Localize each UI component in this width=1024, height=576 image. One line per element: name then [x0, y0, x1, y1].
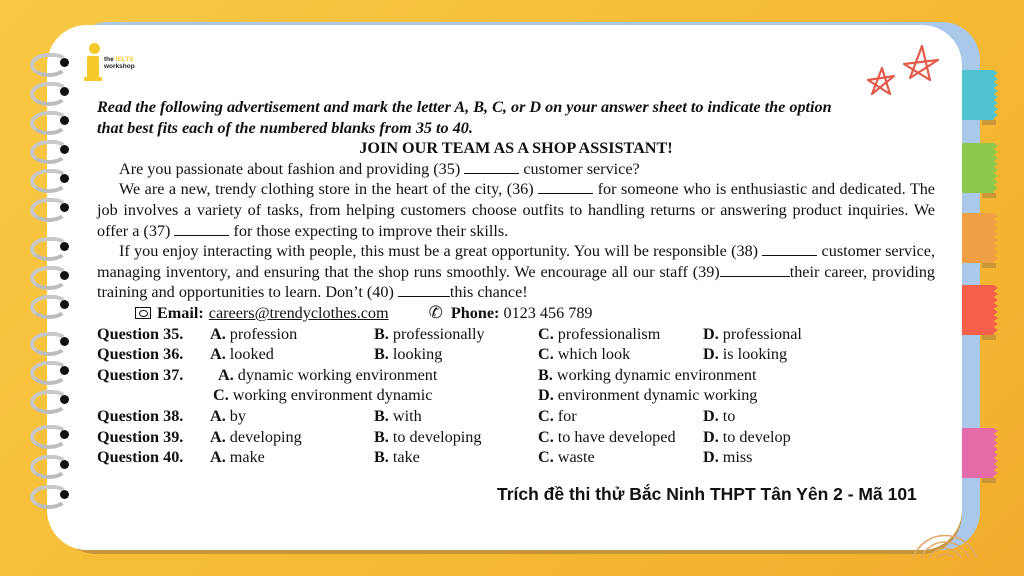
question-label: Question 38. — [97, 406, 184, 425]
side-tab-fold — [982, 478, 996, 483]
option-b[interactable] — [538, 365, 757, 386]
side-tab-green — [962, 143, 998, 193]
option-text: to developing — [388, 427, 482, 446]
option-d[interactable] — [703, 427, 791, 448]
option-letter: B. — [538, 365, 553, 384]
question-39 — [97, 427, 935, 448]
instruction — [97, 97, 935, 138]
email-link[interactable]: careers@trendyclothes.com — [208, 303, 389, 322]
spiral-ring-icon — [30, 485, 70, 507]
question-label: Question 39. — [97, 427, 184, 446]
option-b[interactable] — [374, 427, 481, 448]
logo-text — [104, 56, 135, 70]
spiral-ring-icon — [30, 169, 70, 191]
question-35 — [97, 324, 935, 345]
option-text: profession — [225, 324, 298, 343]
option-letter: D. — [703, 448, 719, 467]
spiral-ring-icon — [30, 198, 70, 220]
option-d[interactable] — [703, 406, 735, 427]
option-d[interactable] — [703, 344, 787, 365]
logo-the: the — [104, 56, 116, 63]
option-text: make — [225, 448, 265, 467]
ielts-workshop-logo — [84, 43, 144, 83]
option-letter: B. — [374, 406, 389, 425]
option-letter: A. — [210, 448, 226, 467]
option-text: take — [388, 448, 420, 467]
option-letter: C. — [538, 448, 554, 467]
passage-text: for those expecting to improve their skills. — [229, 221, 509, 240]
question-37 — [97, 365, 935, 386]
phone-number: 0123 456 789 — [503, 303, 593, 322]
option-c[interactable] — [538, 406, 577, 427]
option-letter: C. — [538, 406, 554, 425]
option-a[interactable] — [210, 406, 246, 427]
phone-icon: ✆ — [428, 302, 443, 322]
question-label: Question 36. — [97, 345, 184, 364]
passage-text: their career, providing training and opportunities to learn. Don’t (40) — [97, 262, 936, 302]
blank-37 — [174, 222, 229, 236]
email-label: Email: — [157, 303, 204, 322]
question-40 — [97, 447, 935, 468]
option-text: professional — [718, 324, 802, 343]
option-b[interactable] — [374, 406, 422, 427]
option-a[interactable] — [210, 447, 265, 468]
option-d[interactable] — [703, 324, 802, 345]
option-text: is looking — [718, 345, 788, 364]
option-letter: D. — [703, 324, 719, 343]
blank-35 — [464, 160, 519, 174]
option-letter: D. — [703, 345, 719, 364]
option-a[interactable] — [218, 365, 437, 386]
mail-icon — [135, 307, 151, 319]
phone-block — [429, 303, 593, 324]
logo-workshop: workshop — [104, 63, 135, 70]
option-letter: B. — [374, 324, 389, 343]
question-label: Question 37. — [97, 365, 184, 384]
option-text: professionalism — [553, 324, 661, 343]
passage-text: customer service, managing inventory, and ensuring that the shop runs smoothly. We encourage all our staff (39) — [97, 242, 936, 281]
spiral-ring-icon — [30, 361, 70, 383]
option-text: by — [225, 406, 246, 425]
passage-text: If you enjoy interacting with people, this must be a great opportunity. You will be responsible (38) — [119, 242, 763, 261]
option-text: with — [388, 406, 422, 425]
option-letter: A. — [210, 345, 226, 364]
option-text: which look — [553, 345, 631, 364]
option-letter: C. — [538, 324, 554, 343]
logo-i-foot — [84, 77, 102, 81]
spiral-ring-icon — [30, 266, 70, 288]
option-letter: A. — [210, 427, 226, 446]
option-b[interactable] — [374, 344, 442, 365]
option-text: working dynamic environment — [552, 365, 757, 384]
advertisement-title: JOIN OUR TEAM AS A SHOP ASSISTANT! — [359, 139, 673, 158]
option-c[interactable] — [538, 324, 660, 345]
passage-text: customer service? — [519, 159, 640, 178]
option-d[interactable] — [538, 385, 757, 406]
question-36 — [97, 344, 935, 365]
spiral-ring-icon — [30, 425, 70, 447]
blank-40 — [398, 283, 450, 297]
passage-text: We are a new, trendy clothing store in the heart of the city, (36) — [119, 180, 539, 199]
option-letter: D. — [538, 386, 554, 405]
spiral-ring-icon — [30, 237, 70, 259]
option-text: waste — [553, 448, 595, 467]
spiral-binding — [0, 0, 100, 576]
side-tab-fold — [982, 335, 996, 340]
source-caption: Trích đề thi thử Bắc Ninh THPT Tân Yên 2 - Mã 101 — [497, 484, 917, 504]
spiral-ring-icon — [30, 390, 70, 412]
option-c[interactable] — [213, 385, 432, 406]
option-letter: B. — [374, 427, 389, 446]
decorative-arcs-icon — [905, 510, 985, 560]
option-letter: B. — [374, 345, 389, 364]
option-text: developing — [225, 427, 302, 446]
phone-label: Phone: — [450, 303, 500, 322]
option-b[interactable] — [374, 324, 485, 345]
logo-brand: IELTS — [115, 56, 134, 63]
option-letter: C. — [538, 345, 554, 364]
option-text: miss — [718, 448, 753, 467]
spiral-ring-icon — [30, 140, 70, 162]
side-tab-fold — [982, 120, 996, 125]
option-letter: C. — [538, 427, 554, 446]
passage-text: this chance! — [449, 283, 528, 302]
instruction-line-1: Read the following advertisement and mark the letter A, B, C, or D on your answer sheet to indicate the option — [97, 98, 832, 116]
option-c[interactable] — [538, 447, 595, 468]
logo-i-icon — [89, 43, 100, 54]
option-letter: D. — [703, 427, 719, 446]
option-letter: A. — [210, 406, 226, 425]
option-text: to have developed — [553, 427, 676, 446]
option-letter: A. — [218, 365, 234, 384]
option-text: for — [553, 406, 577, 425]
option-a[interactable] — [210, 324, 297, 345]
stars-icon — [860, 40, 950, 100]
side-tab-fold — [982, 193, 996, 198]
option-text: environment dynamic working — [553, 386, 758, 405]
question-37-row-2 — [97, 385, 935, 406]
spiral-ring-icon — [30, 455, 70, 477]
side-tab-orange — [962, 213, 998, 263]
passage-paragraph-3 — [97, 241, 935, 303]
option-letter: D. — [703, 406, 719, 425]
side-tab-pink — [962, 428, 998, 478]
option-letter: C. — [213, 386, 229, 405]
instruction-line-2: that best fits each of the numbered blanks from 35 to 40. — [97, 118, 473, 137]
option-b[interactable] — [374, 447, 420, 468]
option-text: to develop — [718, 427, 791, 446]
option-c[interactable] — [538, 427, 676, 448]
question-label: Question 40. — [97, 448, 184, 467]
passage-text: for someone who is enthusiastic and dedicated. The job involves a variety of tasks, from helping customers choose outfits to handling returns or answering product inquiries. We offer a (37) — [97, 180, 935, 240]
option-text: looked — [225, 345, 274, 364]
blank-38 — [762, 242, 817, 256]
option-a[interactable] — [210, 344, 274, 365]
passage-text: Are you passionate about fashion and providing (35) — [119, 159, 465, 178]
option-text: looking — [388, 345, 443, 364]
option-letter: B. — [374, 448, 389, 467]
option-letter: A. — [210, 324, 226, 343]
side-tab-teal — [962, 70, 998, 120]
blank-36 — [538, 180, 593, 194]
option-text: working environment dynamic — [228, 386, 433, 405]
spiral-ring-icon — [30, 295, 70, 317]
question-38 — [97, 406, 935, 427]
spiral-ring-icon — [30, 111, 70, 133]
blank-39 — [720, 263, 790, 277]
passage-paragraph-2 — [97, 179, 935, 241]
option-text: professionally — [388, 324, 485, 343]
option-a[interactable] — [210, 427, 302, 448]
question-label: Question 35. — [97, 324, 184, 343]
spiral-ring-icon — [30, 82, 70, 104]
spiral-ring-icon — [30, 53, 70, 75]
spiral-ring-icon — [30, 332, 70, 354]
passage-paragraph-1 — [97, 159, 935, 180]
option-text: dynamic working environment — [233, 365, 438, 384]
contact-info — [97, 303, 935, 324]
option-text: to — [718, 406, 736, 425]
option-d[interactable] — [703, 447, 753, 468]
question-list — [97, 324, 935, 468]
side-tab-fold — [982, 263, 996, 268]
side-tab-red — [962, 285, 998, 335]
option-c[interactable] — [538, 344, 630, 365]
exam-content — [97, 97, 935, 468]
